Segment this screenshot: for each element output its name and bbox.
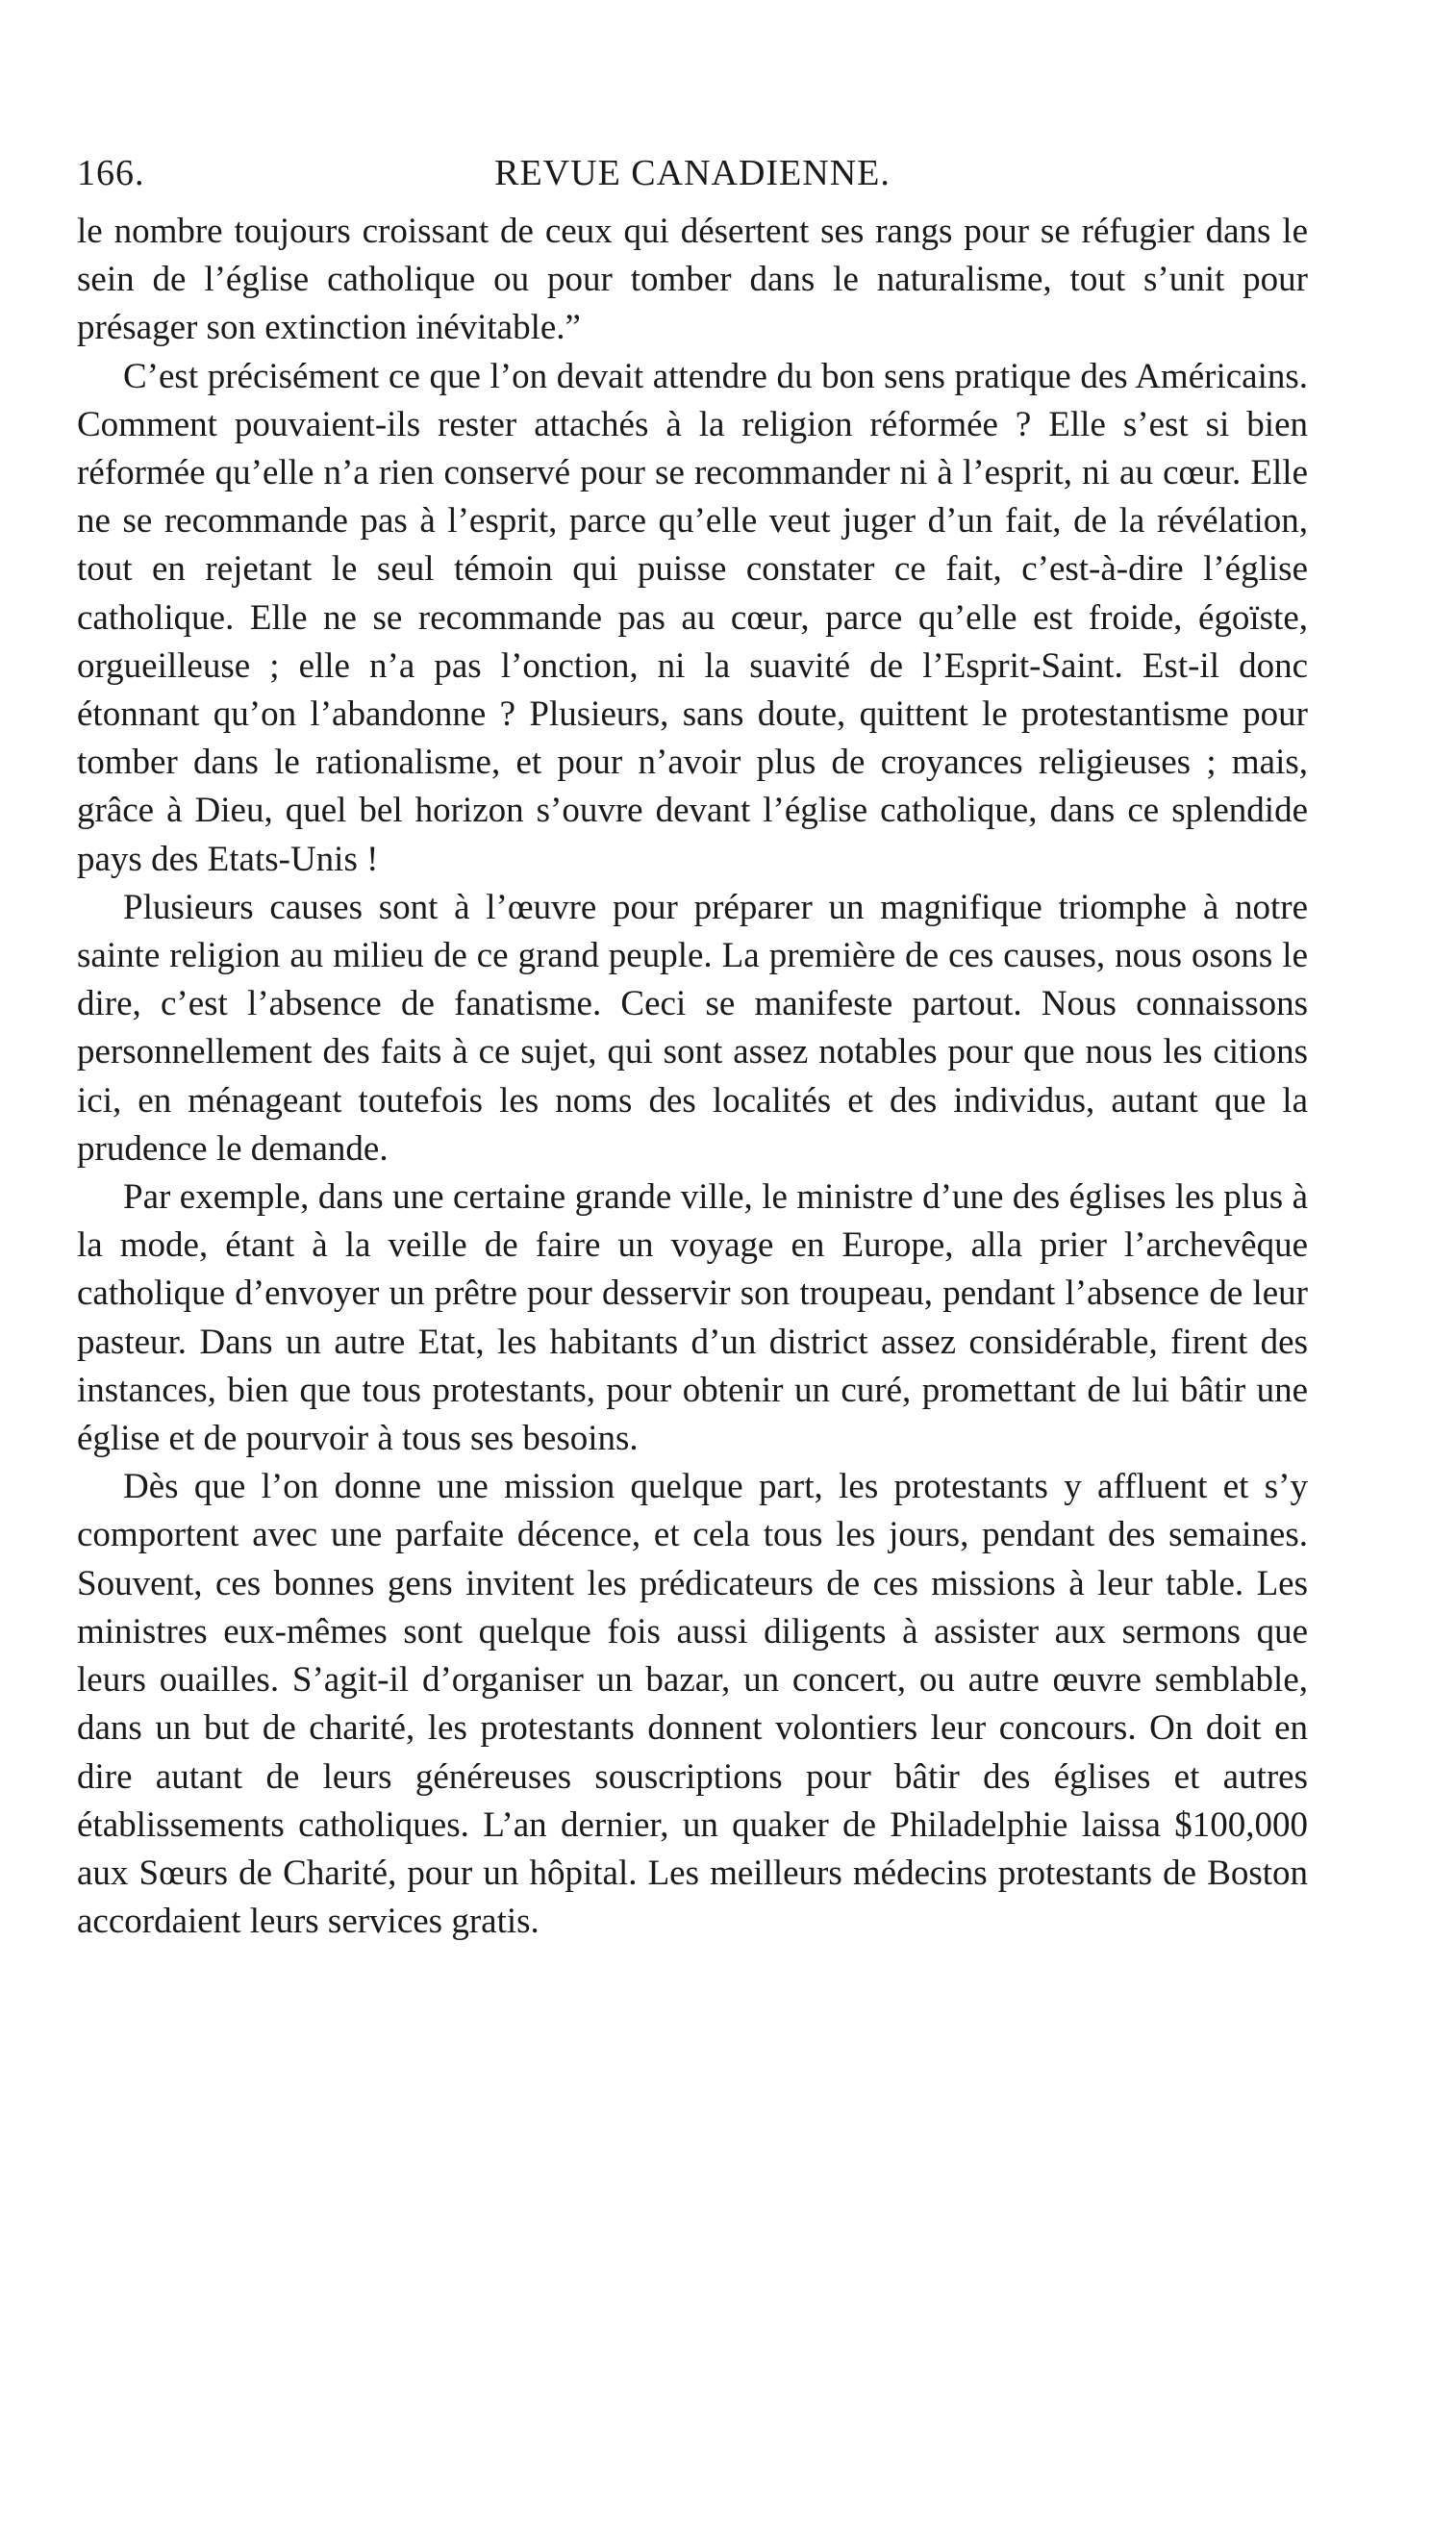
book-page [77, 144, 1308, 1946]
page-number: 166. [77, 153, 145, 193]
paragraph: Plusieurs causes sont à l’œuvre pour préparer un magnifique triomphe à notre sainte religion au milieu de ce grand peuple. La première de ces causes, nous osons le dire, c’est l’absence de fanatisme. Ceci se manifeste partout. Nous connaissons personnellement des faits à ce sujet, qui sont assez notables pour que nous les citions ici, en ménageant toutefois les noms des localités et des individus, autant que la prudence le demande. [77, 887, 1308, 1169]
paragraph: C’est précisément ce que l’on devait attendre du bon sens pratique des Américains. Comment pouvaient-ils rester attachés à la religion réformée ? Elle s’est si bien réformée qu’elle n’a rien conservé pour se recommander ni à l’esprit, ni au cœur. Elle ne se recommande pas à l’esprit, parce qu’elle veut juger d’un fait, de la révélation, tout en rejetant le seul témoin qui puisse constater ce fait, c’est-à-dire l’église catholique. Elle ne se recommande pas au cœur, parce qu’elle est froide, égoïste, orgueilleuse ; elle n’a pas l’onction, ni la suavité de l’Esprit-Saint. Est-il donc étonnant qu’on l’abandonne ? Plusieurs, sans doute, quittent le protestantisme pour tomber dans le rationalisme, et pour n’avoir plus de croyances religieuses ; mais, grâce à Dieu, quel bel horizon s’ouvre devant l’église catholique, dans ce splendide pays des Etats-Unis ! [77, 356, 1308, 879]
paragraph-continued: le nombre toujours croissant de ceux qui désertent ses rangs pour se réfugier dans le sein de l’église catholique ou pour tomber dans le naturalisme, tout s’unit pour présager son extinction inévitable.” [77, 212, 1308, 348]
body-text [77, 208, 1308, 1946]
paragraph: Dès que l’on donne une mission quelque part, les protestants y affluent et s’y comportent avec une parfaite décence, et cela tous les jours, pendant des semaines. Souvent, ces bonnes gens invitent les prédicateurs de ces missions à leur table. Les ministres eux-mêmes sont quelque fois aussi diligents à assister aux sermons que leurs ouailles. S’agit-il d’organiser un bazar, un concert, ou autre œuvre semblable, dans un but de charité, les protestants donnent volontiers leur concours. On doit en dire autant de leurs généreuses souscriptions pour bâtir des églises et autres établissements catholiques. L’an dernier, un quaker de Philadelphie laissa $100,000 aux Sœurs de Charité, pour un hôpital. Les meilleurs médecins protestants de Boston accordaient leurs services gratis. [77, 1467, 1308, 1942]
paragraph: Par exemple, dans une certaine grande ville, le ministre d’une des églises les plus à la mode, étant à la veille de faire un voyage en Europe, alla prier l’archevêque catholique d’envoyer un prêtre pour desservir son troupeau, pendant l’absence de leur pasteur. Dans un autre Etat, les habitants d’un district assez considérable, firent des instances, bien que tous protestants, pour obtenir un curé, promettant de lui bâtir une église et de pourvoir à tous ses besoins. [77, 1177, 1308, 1459]
running-head [77, 144, 1308, 202]
journal-title: REVUE CANADIENNE. [494, 153, 891, 193]
